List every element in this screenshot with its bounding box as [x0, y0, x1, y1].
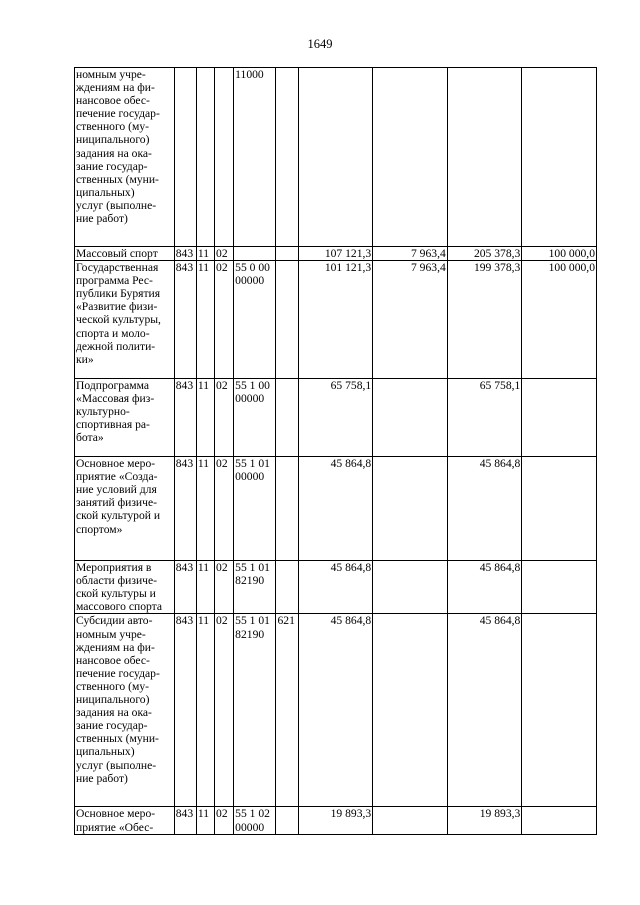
table-row — [75, 68, 597, 247]
name-line: зание государ- — [76, 159, 148, 173]
name-line: программа Рес- — [76, 274, 153, 288]
cell-amount-v1: 65 758,1 — [298, 379, 373, 457]
csr-line: 55 1 02 — [235, 807, 270, 821]
name-line: ственных (муни- — [76, 172, 159, 186]
name-line: ниципального) — [76, 693, 150, 707]
cell-csr — [234, 561, 276, 614]
cell-amount-v1: 45 864,8 — [298, 457, 373, 561]
cell-pr: 02 — [215, 379, 234, 457]
cell-amount-v2: 7 963,4 — [373, 247, 448, 261]
csr-line: 00000 — [235, 820, 265, 834]
cell-grbs: 843 — [174, 261, 196, 379]
name-line: культурно- — [76, 405, 130, 419]
cell-amount-v3: 45 864,8 — [447, 457, 522, 561]
cell-grbs: 843 — [174, 614, 196, 807]
cell-amount-v3: 205 378,3 — [447, 247, 522, 261]
cell-grbs: 843 — [174, 561, 196, 614]
cell-name — [75, 379, 175, 457]
name-line: услуг (выполне- — [76, 758, 157, 772]
csr-line: 55 1 00 — [235, 379, 270, 393]
cell-pr: 02 — [215, 261, 234, 379]
cell-amount-v4 — [522, 807, 597, 834]
cell-csr — [234, 68, 276, 247]
name-line: нансовое обес- — [76, 653, 150, 667]
name-line: Субсидии авто- — [76, 614, 153, 628]
cell-name — [75, 614, 175, 807]
name-line: Государственная — [76, 261, 159, 275]
cell-name — [75, 247, 175, 261]
name-line: массового спорта — [76, 600, 162, 614]
cell-vr — [276, 261, 298, 379]
name-line: Массовый спорт — [76, 247, 158, 260]
name-line: спортивная ра- — [76, 418, 150, 432]
cell-rz: 11 — [196, 261, 214, 379]
cell-amount-v1: 101 121,3 — [298, 261, 373, 379]
csr-line: 82190 — [235, 574, 265, 588]
name-line: спортом» — [76, 522, 123, 536]
name-line: ственных (муни- — [76, 732, 159, 746]
cell-rz: 11 — [196, 807, 214, 834]
csr-line: 55 0 00 — [235, 261, 270, 275]
name-line: нансовое обес- — [76, 94, 150, 108]
cell-amount-v1 — [298, 68, 373, 247]
name-line: зание государ- — [76, 719, 148, 733]
name-line: номным учре- — [76, 68, 146, 81]
cell-pr: 02 — [215, 457, 234, 561]
name-line: ческой культуры, — [76, 313, 161, 327]
cell-csr — [234, 807, 276, 834]
csr-line: 55 1 01 — [235, 457, 270, 471]
cell-amount-v4 — [522, 379, 597, 457]
name-line: номным учре- — [76, 627, 146, 641]
cell-grbs — [174, 68, 196, 247]
name-line: области физиче- — [76, 574, 157, 588]
name-line: печение государ- — [76, 107, 160, 121]
cell-amount-v1: 45 864,8 — [298, 561, 373, 614]
name-line: Основное меро- — [76, 457, 156, 471]
name-line: «Массовая физ- — [76, 392, 155, 406]
table-row — [75, 561, 597, 614]
name-line: задания на ока- — [76, 706, 152, 720]
cell-amount-v3: 65 758,1 — [447, 379, 522, 457]
cell-amount-v2 — [373, 379, 448, 457]
csr-line: 11000 — [235, 68, 264, 81]
cell-vr — [276, 457, 298, 561]
cell-amount-v4 — [522, 614, 597, 807]
cell-pr: 02 — [215, 807, 234, 834]
cell-csr — [234, 457, 276, 561]
name-line: ципальных) — [76, 185, 135, 199]
cell-amount-v3: 45 864,8 — [447, 614, 522, 807]
name-line: Основное меро- — [76, 807, 156, 821]
name-line: ние работ) — [76, 771, 128, 785]
cell-vr: 621 — [276, 614, 298, 807]
cell-vr — [276, 68, 298, 247]
name-line: Подпрограмма — [76, 379, 149, 393]
csr-line: 00000 — [235, 274, 265, 288]
cell-csr — [234, 247, 276, 261]
cell-amount-v4: 100 000,0 — [522, 247, 597, 261]
csr-line: 82190 — [235, 627, 265, 641]
name-line: «Развитие физи- — [76, 300, 158, 314]
table-row — [75, 614, 597, 807]
cell-amount-v3: 45 864,8 — [447, 561, 522, 614]
name-line: ципальных) — [76, 745, 135, 759]
name-line: дежной полити- — [76, 339, 156, 353]
name-line: ственного (му- — [76, 679, 149, 693]
name-line: публики Бурятия — [76, 287, 161, 301]
cell-csr — [234, 614, 276, 807]
cell-grbs: 843 — [174, 807, 196, 834]
cell-amount-v1: 19 893,3 — [298, 807, 373, 834]
cell-amount-v1: 45 864,8 — [298, 614, 373, 807]
table-row — [75, 457, 597, 561]
cell-amount-v2 — [373, 614, 448, 807]
cell-rz: 11 — [196, 561, 214, 614]
budget-table — [74, 67, 597, 835]
table-row — [75, 247, 597, 261]
cell-pr: 02 — [215, 614, 234, 807]
name-line: ние работ) — [76, 212, 128, 226]
cell-csr — [234, 379, 276, 457]
name-line: ской культурой и — [76, 509, 161, 523]
csr-line: 00000 — [235, 392, 265, 406]
cell-vr — [276, 247, 298, 261]
cell-name — [75, 261, 175, 379]
cell-amount-v2 — [373, 561, 448, 614]
cell-vr — [276, 561, 298, 614]
name-line: приятие «Обес- — [76, 820, 154, 834]
cell-amount-v2 — [373, 68, 448, 247]
cell-rz — [196, 68, 214, 247]
cell-vr — [276, 807, 298, 834]
cell-grbs: 843 — [174, 247, 196, 261]
table-row — [75, 379, 597, 457]
cell-amount-v2 — [373, 457, 448, 561]
cell-vr — [276, 379, 298, 457]
cell-rz: 11 — [196, 379, 214, 457]
cell-grbs: 843 — [174, 457, 196, 561]
name-line: ниципального) — [76, 133, 150, 147]
csr-line: 55 1 01 — [235, 561, 270, 575]
table-row — [75, 807, 597, 834]
cell-amount-v2 — [373, 807, 448, 834]
page-number: 1649 — [307, 37, 333, 51]
cell-grbs: 843 — [174, 379, 196, 457]
cell-name — [75, 561, 175, 614]
cell-amount-v3: 19 893,3 — [447, 807, 522, 834]
cell-amount-v4 — [522, 561, 597, 614]
name-line: ждениям на фи- — [76, 640, 155, 654]
name-line: ской культуры и — [76, 587, 156, 601]
cell-amount-v3: 199 378,3 — [447, 261, 522, 379]
name-line: спорта и моло- — [76, 326, 150, 340]
cell-name — [75, 457, 175, 561]
table-row — [75, 261, 597, 379]
cell-pr: 02 — [215, 247, 234, 261]
name-line: печение государ- — [76, 666, 160, 680]
cell-csr — [234, 261, 276, 379]
cell-rz: 11 — [196, 457, 214, 561]
name-line: ственного (му- — [76, 120, 149, 134]
name-line: Мероприятия в — [76, 561, 152, 575]
cell-pr: 02 — [215, 561, 234, 614]
name-line: занятий физиче- — [76, 496, 157, 510]
cell-amount-v1: 107 121,3 — [298, 247, 373, 261]
name-line: ки» — [76, 352, 94, 366]
budget-table-body — [75, 68, 597, 835]
cell-rz: 11 — [196, 614, 214, 807]
cell-pr — [215, 68, 234, 247]
cell-amount-v4: 100 000,0 — [522, 261, 597, 379]
cell-amount-v3 — [447, 68, 522, 247]
csr-line: 55 1 01 — [235, 614, 270, 628]
cell-name — [75, 807, 175, 834]
csr-line: 00000 — [235, 470, 265, 484]
cell-rz: 11 — [196, 247, 214, 261]
cell-amount-v4 — [522, 457, 597, 561]
cell-amount-v4 — [522, 68, 597, 247]
name-line: приятие «Созда- — [76, 470, 158, 484]
name-line: ждениям на фи- — [76, 81, 155, 95]
name-line: ние условий для — [76, 483, 157, 497]
name-line: услуг (выполне- — [76, 198, 157, 212]
name-line: бота» — [76, 431, 104, 445]
cell-name — [75, 68, 175, 247]
cell-amount-v2: 7 963,4 — [373, 261, 448, 379]
name-line: задания на ока- — [76, 146, 152, 160]
